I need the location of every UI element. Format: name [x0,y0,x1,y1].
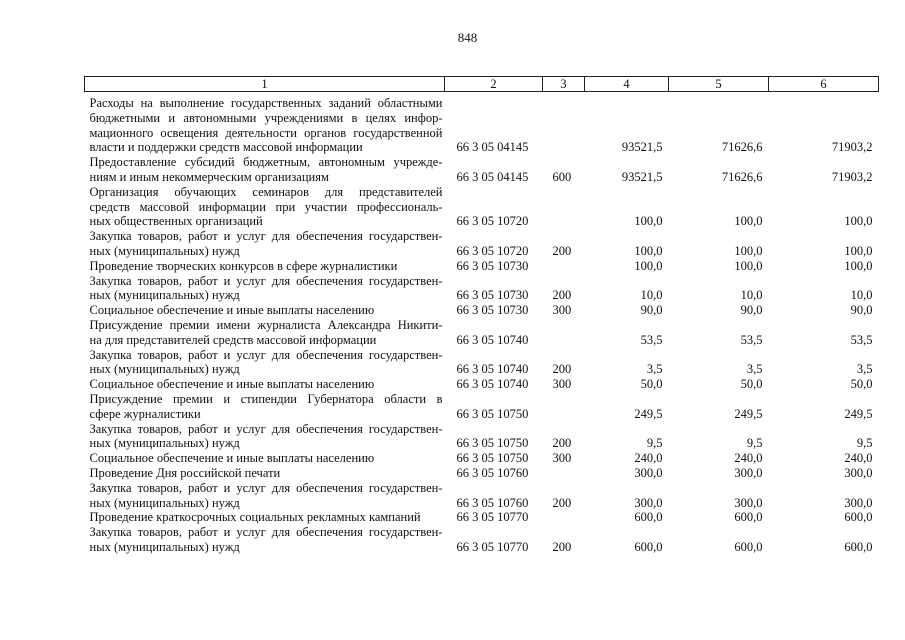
description-line: ных (муниципальных) нужд [89,495,240,510]
row-expense-type [543,318,585,348]
row-value-3: 300,0 [844,495,873,510]
row-description [85,481,445,511]
table-row [85,510,879,525]
table-row [85,259,879,274]
row-expense-type: 200 [552,539,572,554]
row-expense-type: 200 [552,495,572,510]
row-value-2: 300,0 [734,495,763,510]
row-value-2: 100,0 [734,214,763,229]
row-value-1: 300,0 [634,465,663,480]
row-description [85,377,445,392]
row-value-2: 300,0 [734,465,763,480]
description-line: Предоставление субсидий бюджетным, автономным учрежде- [89,155,443,170]
table-row [85,92,879,156]
row-expense-type [543,510,585,525]
column-header: 1 [85,77,445,92]
row-expense-type: 200 [552,243,572,258]
row-value-1: 100,0 [634,258,663,273]
row-value-3: 100,0 [844,243,873,258]
row-value-1: 300,0 [634,495,663,510]
row-value-1: 240,0 [634,451,663,466]
row-value-3: 90,0 [850,303,873,318]
description-line: ных (муниципальных) нужд [89,243,240,258]
row-value-1: 10,0 [640,288,663,303]
row-value-3: 600,0 [844,539,873,554]
table-row [85,392,879,422]
row-description [85,525,445,555]
row-description [85,392,445,422]
row-expense-type: 200 [552,436,572,451]
row-value-3: 71903,2 [831,140,873,155]
row-description [85,155,445,185]
table-row [85,318,879,348]
page-number: 848 [457,30,478,45]
budget-table [84,76,879,555]
row-value-3: 50,0 [850,377,873,392]
row-description [85,510,445,525]
table-row [85,274,879,304]
table-header-row [85,77,879,92]
row-value-2: 50,0 [740,377,763,392]
row-code: 66 3 05 10770 [456,510,529,525]
description-line: ных (муниципальных) нужд [89,436,240,451]
description-line: средств массовой информации при участии профессиональ- [89,199,443,214]
row-expense-type: 600 [552,169,572,184]
row-value-3: 53,5 [850,332,873,347]
row-code: 66 3 05 10740 [456,362,529,377]
row-value-3: 240,0 [844,451,873,466]
row-value-3: 300,0 [844,465,873,480]
table-row [85,155,879,185]
row-value-2: 9,5 [746,436,763,451]
description-line: мационного освещения деятельности органов государственной [89,125,443,140]
row-code: 66 3 05 10740 [456,332,529,347]
row-code: 66 3 05 10730 [456,303,529,318]
row-description [85,466,445,481]
row-expense-type: 300 [552,451,572,466]
row-value-3: 10,0 [850,288,873,303]
row-value-1: 600,0 [634,510,663,525]
description-line: Присуждение премии имени журналиста Александра Никити- [89,317,443,332]
row-code: 66 3 05 10730 [456,288,529,303]
row-value-3: 3,5 [856,362,873,377]
row-description [85,451,445,466]
row-value-2: 600,0 [734,510,763,525]
table-row [85,348,879,378]
row-code: 66 3 05 10720 [456,243,529,258]
description-line: власти и поддержки средств массовой информации [89,140,363,155]
row-code: 66 3 05 04145 [456,169,529,184]
row-value-1: 50,0 [640,377,663,392]
row-code: 66 3 05 10750 [456,406,529,421]
row-value-2: 3,5 [746,362,763,377]
row-code: 66 3 05 10730 [456,258,529,273]
description-line: ных (муниципальных) нужд [89,539,240,554]
description-line: Социальное обеспечение и иные выплаты населению [89,451,375,466]
description-line: Социальное обеспечение и иные выплаты населению [89,377,375,392]
column-header: 2 [445,77,543,92]
table-row [85,466,879,481]
row-description [85,422,445,452]
row-value-1: 53,5 [640,332,663,347]
description-line: Организация обучающих семинаров для представителей [89,184,443,199]
row-value-1: 100,0 [634,214,663,229]
description-line: Проведение творческих конкурсов в сфере журналистики [89,258,398,273]
row-value-2: 71626,6 [721,169,763,184]
row-value-2: 71626,6 [721,140,763,155]
row-value-2: 249,5 [734,406,763,421]
row-value-2: 90,0 [740,303,763,318]
row-value-1: 9,5 [646,436,663,451]
table-row [85,481,879,511]
row-value-3: 9,5 [856,436,873,451]
row-expense-type [543,259,585,274]
column-header: 4 [585,77,669,92]
row-value-1: 100,0 [634,243,663,258]
row-value-1: 93521,5 [621,140,663,155]
row-value-3: 249,5 [844,406,873,421]
table-row [85,422,879,452]
description-line: Социальное обеспечение и иные выплаты населению [89,303,375,318]
row-code: 66 3 05 10760 [456,465,529,480]
description-line: Закупка товаров, работ и услуг для обеспечения государствен- [89,273,443,288]
row-code: 66 3 05 10750 [456,451,529,466]
row-value-3: 100,0 [844,258,873,273]
description-line: Закупка товаров, работ и услуг для обеспечения государствен- [89,421,443,436]
row-code: 66 3 05 10720 [456,214,529,229]
row-value-2: 100,0 [734,258,763,273]
row-value-2: 53,5 [740,332,763,347]
row-expense-type [543,92,585,156]
row-description [85,318,445,348]
row-value-1: 249,5 [634,406,663,421]
row-code: 66 3 05 10770 [456,539,529,554]
description-line: Присуждение премии и стипендии Губернатора области в [89,391,443,406]
table-row [85,451,879,466]
row-value-3: 600,0 [844,510,873,525]
row-value-1: 600,0 [634,539,663,554]
row-description [85,303,445,318]
table-row [85,377,879,392]
row-expense-type: 300 [552,377,572,392]
row-value-1: 90,0 [640,303,663,318]
description-line: Закупка товаров, работ и услуг для обеспечения государствен- [89,480,443,495]
row-expense-type [543,392,585,422]
row-value-2: 240,0 [734,451,763,466]
row-value-2: 100,0 [734,243,763,258]
description-line: ных (муниципальных) нужд [89,362,240,377]
row-value-3: 100,0 [844,214,873,229]
row-value-2: 600,0 [734,539,763,554]
table-row [85,229,879,259]
row-description [85,185,445,229]
description-line: Расходы на выполнение государственных заданий областными [89,96,443,110]
row-expense-type [543,185,585,229]
row-description [85,274,445,304]
row-value-1: 93521,5 [621,169,663,184]
row-code: 66 3 05 04145 [456,140,529,155]
row-description [85,348,445,378]
description-line: на для представителей средств массовой информации [89,332,377,347]
row-expense-type: 300 [552,303,572,318]
description-line: бюджетными и автономными учреждениями в целях инфор- [89,110,443,125]
description-line: ных общественных организаций [89,214,263,229]
column-header: 3 [543,77,585,92]
row-expense-type: 200 [552,288,572,303]
row-expense-type [543,466,585,481]
row-code: 66 3 05 10750 [456,436,529,451]
row-value-1: 3,5 [646,362,663,377]
table-row [85,303,879,318]
row-code: 66 3 05 10760 [456,495,529,510]
description-line: Закупка товаров, работ и услуг для обеспечения государствен- [89,525,443,540]
row-value-2: 10,0 [740,288,763,303]
description-line: ниям и иным некоммерческим организациям [89,169,329,184]
description-line: Закупка товаров, работ и услуг для обеспечения государствен- [89,229,443,244]
table-row [85,525,879,555]
row-description [85,92,445,156]
row-expense-type: 200 [552,362,572,377]
description-line: ных (муниципальных) нужд [89,288,240,303]
column-header: 5 [669,77,769,92]
row-description [85,229,445,259]
description-line: Проведение Дня российской печати [89,465,281,480]
description-line: сфере журналистики [89,406,201,421]
row-description [85,259,445,274]
row-code: 66 3 05 10740 [456,377,529,392]
column-header: 6 [769,77,879,92]
description-line: Проведение краткосрочных социальных рекламных кампаний [89,510,421,525]
row-value-3: 71903,2 [831,169,873,184]
description-line: Закупка товаров, работ и услуг для обеспечения государствен- [89,347,443,362]
table-row [85,185,879,229]
